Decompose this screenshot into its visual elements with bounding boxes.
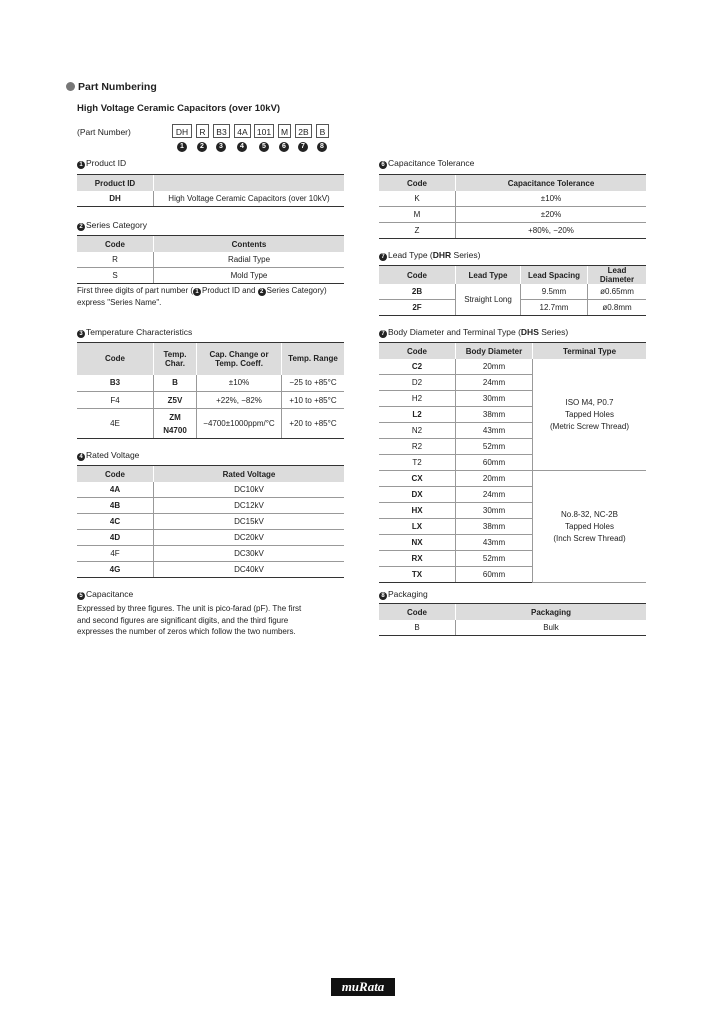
part-segment: 4A <box>234 124 251 138</box>
col-header: Code <box>379 266 456 285</box>
body-diameter-heading <box>379 327 568 338</box>
cell: Z <box>379 223 456 239</box>
cell: 52mm <box>456 551 533 567</box>
cell: 30mm <box>456 391 533 407</box>
cell: B3 <box>77 375 154 392</box>
part-segment: M <box>278 124 291 138</box>
cell: 4E <box>77 409 154 439</box>
cell: ±20% <box>456 207 647 223</box>
note-text: First three digits of part number ( <box>77 286 194 295</box>
cell: −25 to +85°C <box>282 375 345 392</box>
lead-type-heading <box>379 250 480 261</box>
segment-number: 8 <box>317 142 327 152</box>
circled-number-icon: 3 <box>77 330 85 338</box>
cell: 4B <box>77 498 154 514</box>
col-header: Product ID <box>77 175 154 192</box>
table-row <box>77 562 344 578</box>
circled-number-icon: 7 <box>379 330 387 338</box>
col-header: Code <box>77 466 154 483</box>
heading-text: Product ID <box>86 158 127 168</box>
col-header: Cap. Change or Temp. Coeff. <box>197 343 282 375</box>
circled-number-icon: 7 <box>379 253 387 261</box>
circled-number-icon: 1 <box>77 161 85 169</box>
col-header: Code <box>379 604 456 621</box>
segment-number: 3 <box>216 142 226 152</box>
table-row <box>77 268 344 284</box>
product-id-heading <box>77 158 126 169</box>
table-row <box>77 514 344 530</box>
col-header: Packaging <box>456 604 647 621</box>
cell: +10 to +85°C <box>282 392 345 409</box>
bullet-icon <box>66 82 75 91</box>
col-header: Contents <box>154 236 345 253</box>
cell <box>154 409 197 439</box>
part-segment: B <box>316 124 329 138</box>
cell: F4 <box>77 392 154 409</box>
cell: D2 <box>379 375 456 391</box>
cell: 4C <box>77 514 154 530</box>
part-segment: R <box>196 124 209 138</box>
col-header: Lead Diameter <box>588 266 647 285</box>
terminal-line: No.8-32, NC-2B <box>561 509 618 519</box>
cell: 24mm <box>456 375 533 391</box>
heading-text: Series Category <box>86 220 147 230</box>
cell: NX <box>379 535 456 551</box>
col-header: Temp. Range <box>282 343 345 375</box>
cell: Mold Type <box>154 268 345 284</box>
tolerance-heading <box>379 158 474 169</box>
segment-number: 2 <box>197 142 207 152</box>
cell: −4700±1000ppm/°C <box>197 409 282 439</box>
cell: 52mm <box>456 439 533 455</box>
cell: 12.7mm <box>521 300 588 316</box>
cell: C2 <box>379 359 456 375</box>
cell: 20mm <box>456 359 533 375</box>
packaging-table <box>379 603 646 636</box>
col-header: Capacitance Tolerance <box>456 175 647 192</box>
cell: DC40kV <box>154 562 345 578</box>
circled-number-icon: 5 <box>77 592 85 600</box>
heading-text: Lead Type ( <box>388 250 433 260</box>
segment-number: 1 <box>177 142 187 152</box>
heading-bold: DHS <box>520 327 539 337</box>
cell: M <box>379 207 456 223</box>
cell: DC20kV <box>154 530 345 546</box>
table-row <box>379 620 646 636</box>
note-text: express "Series Name". <box>77 297 162 307</box>
cell: B <box>379 620 456 636</box>
col-header: Temp. Char. <box>154 343 197 375</box>
cell: 9.5mm <box>521 284 588 300</box>
cell: N2 <box>379 423 456 439</box>
cell: DC15kV <box>154 514 345 530</box>
cell: K <box>379 191 456 207</box>
cell: 38mm <box>456 407 533 423</box>
cell: Radial Type <box>154 252 345 268</box>
cell: +20 to +85°C <box>282 409 345 439</box>
table-row <box>77 498 344 514</box>
cell: RX <box>379 551 456 567</box>
heading-text: Packaging <box>388 589 428 599</box>
cell: T2 <box>379 455 456 471</box>
title-text: Part Numbering <box>78 81 157 93</box>
tolerance-table <box>379 174 646 239</box>
col-header: Terminal Type <box>533 343 647 360</box>
col-header: Body Diameter <box>456 343 533 360</box>
segment-number: 4 <box>237 142 247 152</box>
lead-type-table <box>379 265 646 316</box>
cell: ±10% <box>456 191 647 207</box>
heading-text: Series) <box>451 250 481 260</box>
terminal-line: Tapped Holes <box>565 409 614 419</box>
table-row <box>77 392 344 409</box>
table-row <box>379 191 646 207</box>
murata-logo: muRata <box>331 978 395 996</box>
cell: High Voltage Ceramic Capacitors (over 10kV) <box>154 191 345 207</box>
cell: 4A <box>77 482 154 498</box>
char-line: N4700 <box>163 425 187 435</box>
cell: S <box>77 268 154 284</box>
cell: 60mm <box>456 567 533 583</box>
terminal-line: ISO M4, P0.7 <box>565 397 614 407</box>
cell: ø0.65mm <box>588 284 647 300</box>
heading-text: Body Diameter and Terminal Type ( <box>388 327 521 337</box>
heading-text: Rated Voltage <box>86 450 140 460</box>
cell: DX <box>379 487 456 503</box>
table-row <box>77 409 344 439</box>
heading-bold: DHR <box>432 250 452 260</box>
cell: Bulk <box>456 620 647 636</box>
table-row <box>77 546 344 562</box>
part-number-label: (Part Number) <box>77 127 131 137</box>
circled-number-icon: 1 <box>193 288 201 296</box>
col-header: Code <box>77 343 154 375</box>
cell: 30mm <box>456 503 533 519</box>
paragraph-line: expresses the number of zeros which follow the two numbers. <box>77 627 296 636</box>
temperature-table <box>77 342 344 439</box>
cell: H2 <box>379 391 456 407</box>
part-number-diagram <box>172 124 332 156</box>
cell: Straight Long <box>456 284 521 316</box>
heading-text: Capacitance Tolerance <box>388 158 475 168</box>
col-header: Rated Voltage <box>154 466 345 483</box>
series-note <box>77 285 357 308</box>
rated-voltage-heading <box>77 450 139 461</box>
col-header: Code <box>77 236 154 253</box>
packaging-heading <box>379 589 428 600</box>
terminal-line: (Metric Screw Thread) <box>550 421 629 431</box>
cell: 4F <box>77 546 154 562</box>
cell: 2F <box>379 300 456 316</box>
heading-text: Capacitance <box>86 589 134 599</box>
cell: B <box>154 375 197 392</box>
circled-number-icon: 6 <box>379 161 387 169</box>
table-row <box>379 223 646 239</box>
series-heading <box>77 220 147 231</box>
table-row <box>379 471 646 487</box>
series-table <box>77 235 344 284</box>
segment-number: 7 <box>298 142 308 152</box>
table-row <box>379 359 646 375</box>
cell: CX <box>379 471 456 487</box>
heading-text: Series) <box>538 327 569 337</box>
cell: DC12kV <box>154 498 345 514</box>
cell: 4D <box>77 530 154 546</box>
cell: +80%, −20% <box>456 223 647 239</box>
table-row <box>77 191 344 207</box>
col-header: Lead Type <box>456 266 521 285</box>
segment-number: 5 <box>259 142 269 152</box>
capacitance-heading <box>77 589 133 600</box>
cell: 2B <box>379 284 456 300</box>
capacitance-text <box>77 603 367 638</box>
note-text: Series Category) <box>266 286 327 295</box>
table-row <box>77 530 344 546</box>
circled-number-icon: 2 <box>77 223 85 231</box>
circled-number-icon: 8 <box>379 592 387 600</box>
part-segment: B3 <box>213 124 230 138</box>
cell: ø0.8mm <box>588 300 647 316</box>
paragraph-line: Expressed by three figures. The unit is pico-farad (pF). The first <box>77 604 302 613</box>
section-title <box>66 81 157 93</box>
char-line: ZM <box>169 412 181 422</box>
table-row <box>77 375 344 392</box>
cell: R2 <box>379 439 456 455</box>
cell: ±10% <box>197 375 282 392</box>
paragraph-line: and second figures are significant digits, and the third figure <box>77 615 289 625</box>
cell: TX <box>379 567 456 583</box>
table-row <box>77 252 344 268</box>
segment-number: 6 <box>279 142 289 152</box>
cell: 60mm <box>456 455 533 471</box>
col-header: Code <box>379 175 456 192</box>
table-row <box>379 284 646 300</box>
cell: HX <box>379 503 456 519</box>
col-header: Code <box>379 343 456 360</box>
terminal-type-cell <box>533 471 647 583</box>
circled-number-icon: 4 <box>77 453 85 461</box>
cell: DH <box>77 191 154 207</box>
circled-number-icon: 2 <box>258 288 266 296</box>
body-diameter-table <box>379 342 646 583</box>
cell: 24mm <box>456 487 533 503</box>
cell: +22%, −82% <box>197 392 282 409</box>
heading-text: Temperature Characteristics <box>86 327 193 337</box>
cell: R <box>77 252 154 268</box>
terminal-type-cell <box>533 359 647 471</box>
col-header <box>154 175 345 192</box>
cell: Z5V <box>154 392 197 409</box>
page-subtitle: High Voltage Ceramic Capacitors (over 10kV) <box>77 103 281 114</box>
table-row <box>379 207 646 223</box>
note-text: Product ID and <box>202 286 258 295</box>
cell: DC10kV <box>154 482 345 498</box>
col-header: Lead Spacing <box>521 266 588 285</box>
cell: L2 <box>379 407 456 423</box>
product-id-table <box>77 174 344 207</box>
rated-voltage-table <box>77 465 344 578</box>
cell: LX <box>379 519 456 535</box>
part-segment: 101 <box>254 124 274 138</box>
cell: 43mm <box>456 535 533 551</box>
terminal-line: (Inch Screw Thread) <box>553 533 626 543</box>
cell: 4G <box>77 562 154 578</box>
table-row <box>77 482 344 498</box>
cell: 20mm <box>456 471 533 487</box>
terminal-line: Tapped Holes <box>565 521 614 531</box>
cell: 38mm <box>456 519 533 535</box>
cell: DC30kV <box>154 546 345 562</box>
part-segment: DH <box>172 124 192 138</box>
temperature-heading <box>77 327 192 338</box>
cell: 43mm <box>456 423 533 439</box>
part-segment: 2B <box>295 124 312 138</box>
